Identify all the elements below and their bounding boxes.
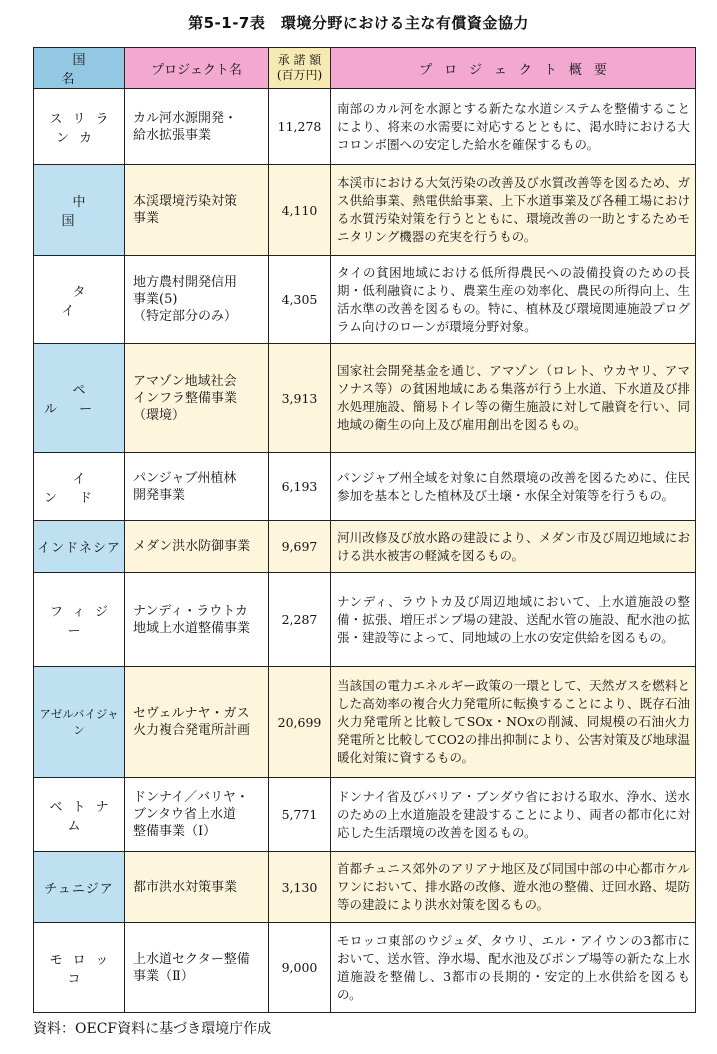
project-cell: メダン洪水防御事業	[125, 521, 269, 573]
country-cell: 中国	[34, 165, 125, 256]
table-row	[34, 923, 696, 1013]
table-row	[34, 573, 696, 667]
header-country: 国名	[34, 48, 125, 89]
amount-cell: 11,278	[269, 89, 331, 165]
country-cell: チュニジア	[34, 852, 125, 923]
project-cell: 地方農村開発信用 事業(5) （特定部分のみ）	[125, 256, 269, 344]
overview-cell: 河川改修及び放水路の建設により、メダン市及び周辺地域における洪水被害の軽減を図るもの。	[331, 521, 696, 573]
aid-table	[33, 47, 696, 1013]
amount-cell: 3,913	[269, 344, 331, 453]
table-row	[34, 256, 696, 344]
country-cell: モロッコ	[34, 923, 125, 1013]
header-overview: プロジェクト概要	[331, 48, 696, 89]
project-cell: パンジャブ州植林 開発事業	[125, 453, 269, 521]
source-note: 資料：OECF資料に基づき環境庁作成	[33, 1021, 272, 1037]
amount-cell: 9,697	[269, 521, 331, 573]
overview-cell: 本渓市における大気汚染の改善及び水質改善等を図るため、ガス供給事業、熱電供給事業、上下水道事業及び各種工場における水質汚染対策を行うとともに、環境改善の一助とするためモニタリング機器の充実を行うもの。	[331, 165, 696, 256]
project-cell: セヴェルナヤ・ガス 火力複合発電所計画	[125, 667, 269, 778]
table-row	[34, 89, 696, 165]
country-cell: ペルー	[34, 344, 125, 453]
amount-cell: 4,305	[269, 256, 331, 344]
table-title: 第5-1-7表 環境分野における主な有償資金協力	[188, 14, 529, 32]
overview-cell: 南部のカル河を水源とする新たな水道システムを整備することにより、将来の水需要に対応するとともに、渇水時における大コロンボ圏への安定した給水を確保するもの。	[331, 89, 696, 165]
table-row	[34, 165, 696, 256]
project-cell: ドンナイ／バリヤ・ ブンタウ省上水道 整備事業（Ⅰ）	[125, 778, 269, 852]
table-row	[34, 778, 696, 852]
country-cell: ベトナム	[34, 778, 125, 852]
amount-cell: 2,287	[269, 573, 331, 667]
overview-cell: モロッコ東部のウジュダ、タウリ、エル・アイウンの3都市において、送水管、浄水場、配水池及びポンプ場等の新たな上水道施設を整備し、3都市の長期的・安定的上水供給を図るもの。	[331, 923, 696, 1013]
overview-cell: タイの貧困地域における低所得農民への設備投資のための長期・低利融資により、農業生産の効率化、農民の所得向上、生活水準の改善を図るもの。特に、植林及び環境関連施設プログラム向けのローンが環境分野対象。	[331, 256, 696, 344]
amount-cell: 4,110	[269, 165, 331, 256]
table-row	[34, 667, 696, 778]
amount-cell: 3,130	[269, 852, 331, 923]
country-cell: フィジー	[34, 573, 125, 667]
table-row	[34, 344, 696, 453]
project-cell: 上水道セクター整備 事業（Ⅱ）	[125, 923, 269, 1013]
overview-cell: ドンナイ省及びバリア・ブンダウ省における取水、浄水、送水のための上水道施設を建設することにより、両者の都市化に対応した生活環境の改善を図るもの。	[331, 778, 696, 852]
overview-cell: 国家社会開発基金を通じ、アマゾン（ロレト、ウカヤリ、アマソナス等）の貧困地域にある集落が行う上水道、下水道及び排水処理施設、簡易トイレ等の衛生施設に対して融資を行い、同地域の衛生の向上及び雇用創出を図るもの。	[331, 344, 696, 453]
table-row	[34, 453, 696, 521]
country-cell: アゼルバイジャン	[34, 667, 125, 778]
project-cell: 本渓環境汚染対策 事業	[125, 165, 269, 256]
amount-cell: 6,193	[269, 453, 331, 521]
overview-cell: ナンディ、ラウトカ及び周辺地域において、上水道施設の整備・拡張、増圧ポンプ場の建設、送配水管の施設、配水池の拡張・建設等によって、同地域の上水の安定供給を図るもの。	[331, 573, 696, 667]
overview-cell: 当該国の電力エネルギー政策の一環として、天然ガスを燃料とした高効率の複合火力発電所に転換することにより、既存石油火力発電所と比較してSOx・NOxの削減、同規模の石油火力発電所と比較してCO2の排出抑制により、公害対策及び地球温暖化対策に資するもの。	[331, 667, 696, 778]
overview-cell: 首都チュニス郊外のアリアナ地区及び同国中部の中心都市ケルワンにおいて、排水路の改修、遊水池の整備、迂回水路、堤防等の建設により洪水対策を図るもの。	[331, 852, 696, 923]
country-cell: インドネシア	[34, 521, 125, 573]
country-cell: タイ	[34, 256, 125, 344]
header-amount: 承 諾 額 (百万円)	[269, 48, 331, 89]
country-cell: スリランカ	[34, 89, 125, 165]
table-row	[34, 521, 696, 573]
project-cell: 都市洪水対策事業	[125, 852, 269, 923]
overview-cell: パンジャブ州全域を対象に自然環境の改善を図るために、住民参加を基本とした植林及び土壌・水保全対策等を行うもの。	[331, 453, 696, 521]
amount-cell: 9,000	[269, 923, 331, 1013]
project-cell: カル河水源開発・ 給水拡張事業	[125, 89, 269, 165]
header-project: プロジェクト名	[125, 48, 269, 89]
project-cell: アマゾン地域社会 インフラ整備事業 （環境）	[125, 344, 269, 453]
country-cell: インド	[34, 453, 125, 521]
header-row	[34, 48, 696, 89]
project-cell: ナンディ・ラウトカ 地域上水道整備事業	[125, 573, 269, 667]
table-row	[34, 852, 696, 923]
amount-cell: 5,771	[269, 778, 331, 852]
amount-cell: 20,699	[269, 667, 331, 778]
